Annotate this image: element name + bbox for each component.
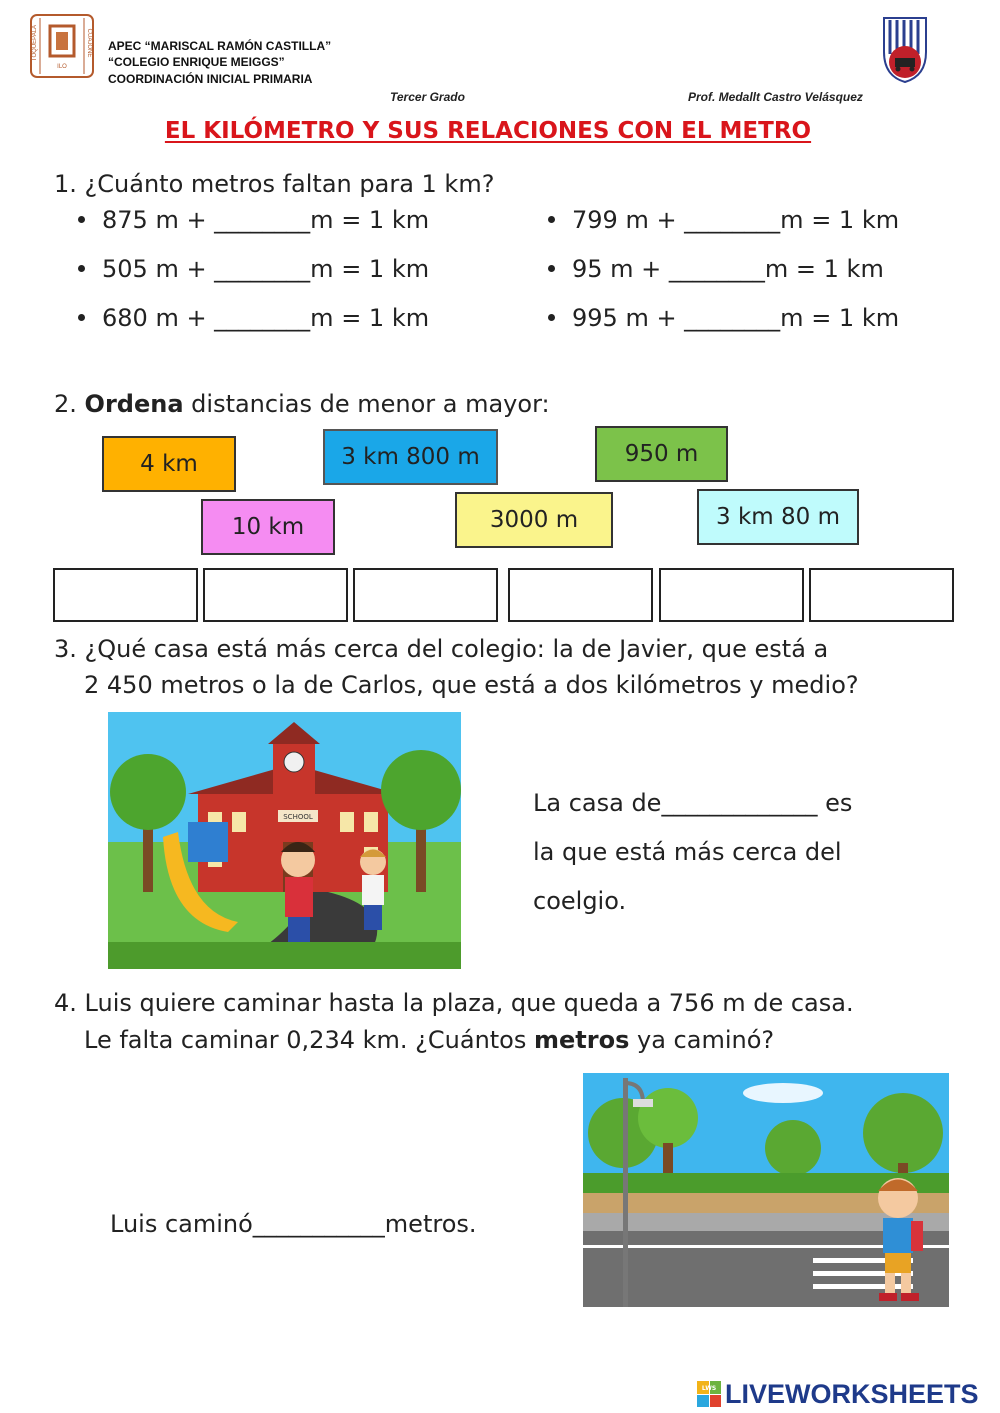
header-line-3: COORDINACIÓN INICIAL PRIMARIA: [108, 72, 313, 86]
q2-bold-word: Ordena: [84, 390, 184, 418]
school-illustration: [108, 712, 461, 969]
distance-chip-3000m[interactable]: 3000 m: [455, 492, 613, 548]
q1-number: 1.: [54, 170, 77, 198]
q2-number: 2.: [54, 390, 77, 418]
distance-chip-3km80m[interactable]: 3 km 80 m: [697, 489, 859, 545]
header-line-1: APEC “MARISCAL RAMÓN CASTILLA”: [108, 39, 332, 53]
liveworksheets-logo[interactable]: [697, 1378, 979, 1410]
bullet-icon: [78, 265, 85, 272]
street-illustration: [583, 1073, 949, 1307]
order-slot-1[interactable]: [53, 568, 198, 622]
q1-text: ¿Cuánto metros faltan para 1 km?: [84, 170, 495, 198]
order-slot-2[interactable]: [203, 568, 348, 622]
q1-item: 995 m + ________m = 1 km: [548, 304, 899, 332]
order-slot-5[interactable]: [659, 568, 804, 622]
q1-item: 505 m + ________m = 1 km: [78, 255, 429, 283]
teacher-label: Prof. Medallt Castro Velásquez: [688, 90, 863, 104]
q4-answer[interactable]: Luis caminó___________metros.: [110, 1210, 477, 1238]
bullet-icon: [548, 314, 555, 321]
q4-prompt-line-2: Le falta caminar 0,234 km. ¿Cuántos metros ya caminó?: [84, 1026, 775, 1054]
logo-left-right-text: CUAJONE: [86, 28, 92, 58]
q3-answer-line-1[interactable]: La casa de_____________ es: [533, 789, 853, 817]
distance-chip-10km[interactable]: 10 km: [201, 499, 335, 555]
logo-left-bottom-text: ILO: [57, 64, 67, 70]
q3-answer-line-3: coelgio.: [533, 887, 627, 915]
school-sign: SCHOOL: [283, 813, 313, 821]
distance-chip-3km800m[interactable]: 3 km 800 m: [323, 429, 498, 485]
grade-label: Tercer Grado: [390, 90, 465, 104]
school-logo-left: [30, 14, 94, 78]
q2-text: distancias de menor a mayor:: [183, 390, 550, 418]
q2-prompt: [54, 390, 550, 418]
bullet-icon: [78, 314, 85, 321]
q3-number: 3.: [54, 635, 77, 663]
page-title: EL KILÓMETRO Y SUS RELACIONES CON EL METRO: [164, 118, 812, 144]
q1-item: 680 m + ________m = 1 km: [78, 304, 429, 332]
q3-answer-line-2: la que está más cerca del: [533, 838, 842, 866]
q4-number: 4.: [54, 989, 77, 1017]
bullet-icon: [548, 216, 555, 223]
order-slot-3[interactable]: [353, 568, 498, 622]
q1-item: 95 m + ________m = 1 km: [548, 255, 884, 283]
q1-item: 875 m + ________m = 1 km: [78, 206, 429, 234]
lws-badge-letters: LWS: [701, 1385, 717, 1392]
order-slot-4[interactable]: [508, 568, 653, 622]
q1-prompt: [54, 170, 494, 198]
header-line-2: “COLEGIO ENRIQUE MEIGGS”: [108, 55, 285, 69]
q1-item: 799 m + ________m = 1 km: [548, 206, 899, 234]
liveworksheets-brand: LIVEWORKSHEETS: [725, 1378, 979, 1409]
bullet-icon: [548, 265, 555, 272]
q3-prompt-line-2: 2 450 metros o la de Carlos, que está a dos kilómetros y medio?: [84, 671, 859, 699]
q4-prompt-line-1: 4. Luis quiere caminar hasta la plaza, que queda a 756 m de casa.: [54, 989, 854, 1017]
q3-prompt-line-1: 3. ¿Qué casa está más cerca del colegio: la de Javier, que está a: [54, 635, 829, 663]
distance-chip-4km[interactable]: 4 km: [102, 436, 236, 492]
order-slot-6[interactable]: [809, 568, 954, 622]
logo-left-left-text: TOQUEPALA: [32, 24, 38, 62]
distance-chip-950m[interactable]: 950 m: [595, 426, 728, 482]
school-logo-right: [880, 14, 930, 84]
bullet-icon: [78, 216, 85, 223]
